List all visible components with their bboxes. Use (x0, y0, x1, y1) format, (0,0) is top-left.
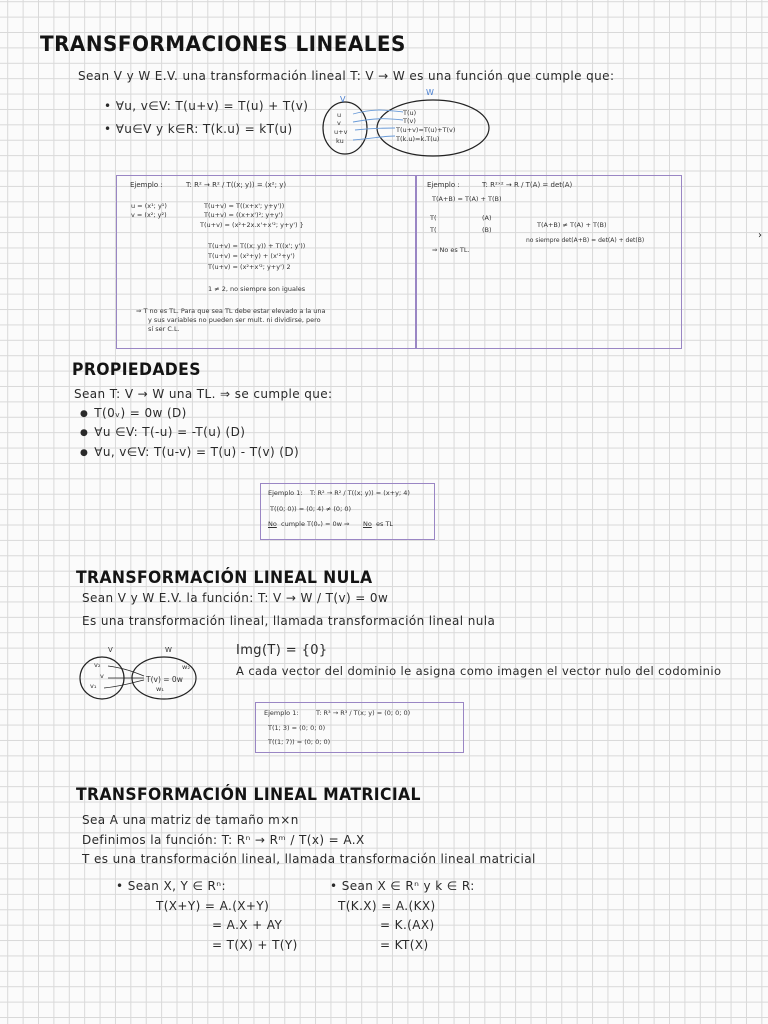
nula-v-item: v₁ (90, 682, 97, 690)
example-definition: T: R² → R² / T((x; y)) = (x+y; 4) (310, 489, 410, 497)
range-item: T(k.u)=k.T(u) (396, 135, 440, 143)
domain-item: u (337, 111, 342, 119)
example-definition: T: R²ˣ² → R / T(A) = det(A) (482, 181, 573, 189)
example-line: T(A+B) = T(A) + T(B) (432, 195, 502, 203)
example-title: Ejemplo : (427, 181, 460, 189)
example-conclusion: ⇒ T no es TL. Para que sea TL debe estar elevado a la una (136, 307, 326, 315)
diagram-v-label: V (340, 95, 346, 104)
matricial-line: Definimos la función: T: Rⁿ → Rᵐ / T(x) = A.X (82, 833, 365, 847)
example-line: (A) (482, 214, 492, 222)
property-item: ● ∀u ∈V: T(-u) = -T(u) (D) (80, 426, 245, 438)
section-title-propiedades: PROPIEDADES (72, 360, 201, 380)
example-var: v = (x²; y²) (131, 211, 167, 219)
example-conclusion: ⇒ No es TL. (432, 246, 470, 254)
matricial-right-line: = K.(AX) (380, 918, 435, 932)
nula-image: Img(T) = {0} (236, 643, 328, 658)
property-item: ● ∀u, v∈V: T(u-v) = T(u) - T(v) (D) (80, 446, 299, 458)
nula-v-label: V (108, 646, 113, 654)
matricial-right-line: T(K.X) = A.(KX) (338, 899, 436, 913)
example-line: T(u+v) = (x²+y) + (x'²+y') (208, 252, 295, 260)
example-title: Ejemplo 1: (268, 489, 303, 497)
example-line: T(u+v) = ((x+x')²; y+y') (204, 211, 283, 219)
range-item: T(u) (403, 109, 417, 117)
example-var: u = (x¹; y¹) (131, 202, 167, 210)
example-title: Ejemplo 1: (264, 709, 299, 717)
example-line: No (268, 520, 277, 528)
example-line: cumple T(0ᵥ) = 0w ⇒ (281, 520, 350, 528)
section-title-matricial: TRANSFORMACIÓN LINEAL MATRICIAL (76, 785, 421, 805)
matricial-line: Sea A una matriz de tamaño m×n (82, 813, 299, 827)
example-line: T(A+B) ≠ T(A) + T(B) (537, 221, 607, 229)
nula-w-item: T(v) = 0w (146, 675, 183, 684)
matricial-left-line: = T(X) + T(Y) (212, 938, 298, 952)
matricial-line: T es una transformación lineal, llamada transformación lineal matricial (82, 852, 536, 866)
nula-w-item: w₂ (182, 663, 190, 671)
matricial-left-head: • Sean X, Y ∈ Rⁿ: (116, 879, 226, 893)
page-title: TRANSFORMACIONES LINEALES (40, 32, 406, 56)
example-line: T(u+v) = T((x+x'; y+y')) (204, 202, 285, 210)
propiedades-intro: Sean T: V → W una TL. ⇒ se cumple que: (74, 387, 333, 401)
property-item: ● T(0ᵥ) = 0w (D) (80, 407, 187, 419)
side-mark: › (758, 230, 762, 241)
nula-line: Sean V y W E.V. la función: T: V → W / T(v) = 0w (82, 591, 389, 605)
nula-description: A cada vector del dominio le asigna como imagen el vector nulo del codominio (236, 664, 722, 678)
matricial-right-line: = KT(X) (380, 938, 429, 952)
diagram-w-label: W (426, 88, 434, 97)
nula-w-item: w₁ (156, 685, 164, 693)
nula-w-label: W (165, 646, 172, 654)
example-conclusion: sí ser C.L. (148, 325, 180, 333)
nula-line: Es una transformación lineal, llamada transformación lineal nula (82, 614, 496, 628)
intro-text: Sean V y W E.V. una transformación lineal T: V → W es una función que cumple que: (78, 69, 615, 83)
example-definition: T: R² → R² / T((x; y)) = (x²; y) (186, 181, 287, 189)
matricial-left-line: T(X+Y) = A.(X+Y) (156, 899, 270, 913)
range-item: T(u+v)=T(u)+T(v) (396, 126, 456, 134)
example-conclusion: y sus variables no pueden ser mult. ni dividirse, pero (148, 316, 321, 324)
example-line: T( (430, 214, 437, 222)
example-line: T((0; 0)) = (0; 4) ≠ (0; 0) (270, 505, 351, 513)
domain-item: ku (336, 137, 344, 145)
matricial-left-line: = A.X + AY (212, 918, 283, 932)
example-note: no siempre det(A+B) = det(A) + det(B) (526, 237, 645, 244)
example-line: T(u+v) = (x²+2x.x'+x'²; y+y') } (200, 221, 304, 229)
example-title: Ejemplo : (130, 181, 163, 189)
domain-item: v (337, 119, 341, 127)
example-line: T((1; 7)) = (0; 0; 0) (268, 738, 331, 746)
range-item: T(v) (403, 117, 416, 125)
section-title-nula: TRANSFORMACIÓN LINEAL NULA (76, 568, 373, 588)
domain-item: u+v (334, 128, 348, 136)
example-line: T(u+v) = T((x; y)) + T((x'; y')) (208, 242, 306, 250)
nula-v-item: v (100, 672, 104, 680)
example-line: No (363, 520, 372, 528)
example-line: T( (430, 226, 437, 234)
nula-v-item: v₂ (94, 661, 101, 669)
example-line: T(1; 3) = (0; 0; 0) (268, 724, 326, 732)
condition-homogeneity: • ∀u∈V y k∈R: T(k.u) = kT(u) (104, 122, 293, 136)
matricial-right-head: • Sean X ∈ Rⁿ y k ∈ R: (330, 879, 475, 893)
example-line: 1 ≠ 2, no siempre son iguales (208, 285, 306, 293)
example-line: T(u+v) = (x²+x'²; y+y') 2 (208, 263, 291, 271)
example-line: es TL (376, 520, 394, 528)
example-line: (B) (482, 226, 492, 234)
condition-additivity: • ∀u, v∈V: T(u+v) = T(u) + T(v) (104, 99, 309, 113)
example-definition: T: R³ → R³ / T(x; y) = (0; 0; 0) (316, 709, 411, 717)
